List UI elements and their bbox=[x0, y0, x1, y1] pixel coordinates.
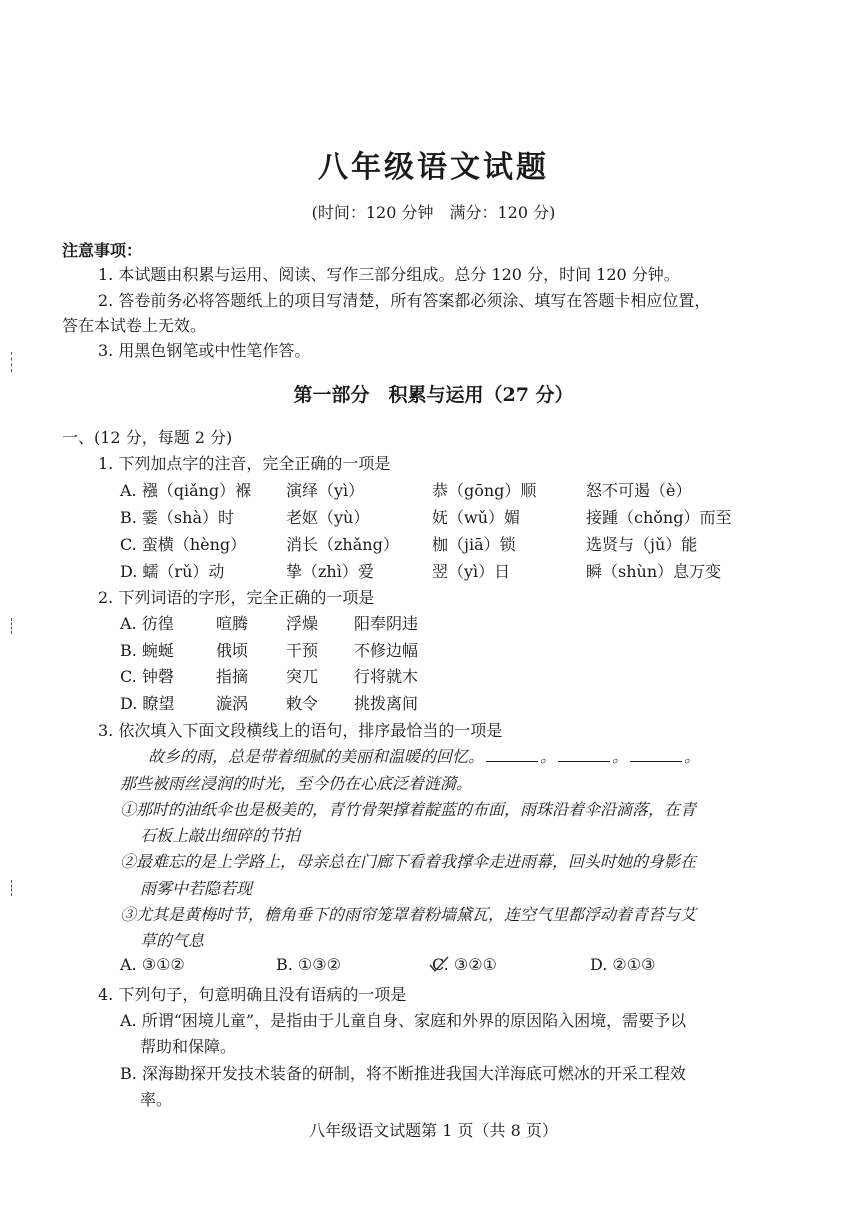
q2-option: 喧腾 bbox=[216, 614, 249, 633]
q3-sentence: 雨雾中若隐若现 bbox=[140, 879, 253, 898]
q1-option: 选贤与（jǔ）能 bbox=[586, 535, 698, 554]
q2-option: 干预 bbox=[286, 641, 319, 660]
q1-option: D. 蠕（rǔ）动 bbox=[120, 562, 225, 581]
q2-option: C. 钟磬 bbox=[120, 667, 174, 686]
q3-sentence: 草的气息 bbox=[140, 931, 205, 950]
binding-margin-mark bbox=[11, 880, 13, 896]
part1-header: 一、(12 分，每题 2 分) bbox=[62, 428, 233, 447]
q2-option: B. 蜿蜒 bbox=[120, 641, 174, 660]
q3-choice: C. ③②① bbox=[432, 955, 497, 974]
q3-sentence: ③尤其是黄梅时节，檐角垂下的雨帘笼罩着粉墙黛瓦，连空气里都浮动着青苔与艾 bbox=[120, 905, 697, 924]
q1-option: 恭（gōng）顺 bbox=[432, 481, 537, 500]
q1-option: B. 霎（shà）时 bbox=[120, 508, 234, 527]
q2-option: A. 彷徨 bbox=[120, 614, 174, 633]
binding-margin-mark bbox=[11, 352, 13, 372]
answer-blank bbox=[486, 761, 538, 762]
q2-option: 阳奉阴违 bbox=[354, 614, 419, 633]
q3-stem: 3. 依次填入下面文段横线上的语句，排序最恰当的一项是 bbox=[98, 721, 503, 740]
q2-option: D. 瞭望 bbox=[120, 694, 175, 713]
q1-option: 老妪（yù） bbox=[286, 508, 370, 527]
q3-choice: B. ①③② bbox=[276, 955, 341, 974]
q3-passage-text: 故乡的雨，总是带着细腻的美丽和温暖的回忆。 bbox=[148, 747, 485, 766]
page-title: 八年级语文试题 bbox=[318, 150, 549, 185]
q2-option: 突兀 bbox=[286, 667, 319, 686]
q2-option: 敕令 bbox=[286, 694, 319, 713]
q4-option: 帮助和保障。 bbox=[140, 1037, 237, 1056]
section-title: 第一部分 积累与运用（27 分） bbox=[293, 384, 574, 406]
q2-stem: 2. 下列词语的字形，完全正确的一项是 bbox=[98, 588, 375, 607]
notice-item: 1. 本试题由积累与运用、阅读、写作三部分组成。总分 120 分，时间 120 分钟。 bbox=[98, 265, 680, 284]
q1-option: 妩（wǔ）媚 bbox=[432, 508, 521, 527]
q2-option: 指摘 bbox=[216, 667, 249, 686]
q4-option: 率。 bbox=[140, 1090, 173, 1109]
q1-option: 消长（zhǎng） bbox=[286, 535, 399, 554]
q2-option: 挑拨离间 bbox=[354, 694, 419, 713]
q1-option: C. 蛮横（hèng） bbox=[120, 535, 247, 554]
answer-blank bbox=[558, 761, 610, 762]
binding-margin-mark bbox=[11, 618, 13, 634]
q4-stem: 4. 下列句子，句意明确且没有语病的一项是 bbox=[98, 985, 407, 1004]
q1-option: 怒不可遏（è） bbox=[586, 481, 692, 500]
exam-time-score: (时间：120 分钟 满分：120 分) bbox=[311, 203, 556, 222]
q3-sentence: ①那时的油纸伞也是极美的，青竹骨架撑着靛蓝的布面，雨珠沿着伞沿滴落，在青 bbox=[120, 800, 697, 819]
q2-option: 浮燥 bbox=[286, 614, 319, 633]
q1-option: 翌（yì）日 bbox=[432, 562, 511, 581]
q2-option: 不修边幅 bbox=[354, 641, 419, 660]
q2-option: 俄顷 bbox=[216, 641, 249, 660]
page-footer: 八年级语文试题第 1 页（共 8 页） bbox=[309, 1121, 558, 1140]
q4-option: A. 所谓“困境儿童”，是指由于儿童自身、家庭和外界的原因陷入困境，需要予以 bbox=[120, 1011, 687, 1030]
q2-option: 行将就木 bbox=[354, 667, 419, 686]
q1-option: 挚（zhì）爱 bbox=[286, 562, 374, 581]
q1-option: 瞬（shùn）息万变 bbox=[586, 562, 722, 581]
notice-heading: 注意事项： bbox=[62, 241, 143, 260]
q3-sentence: 石板上敲出细碎的节拍 bbox=[140, 826, 301, 845]
q1-option: 演绎（yì） bbox=[286, 481, 365, 500]
q2-option: 漩涡 bbox=[216, 694, 249, 713]
q3-passage: 故乡的雨，总是带着细腻的美丽和温暖的回忆。 。 。 。 bbox=[148, 747, 701, 766]
q4-option: B. 深海勘探开发技术装备的研制，将不断推进我国大洋海底可燃冰的开采工程效 bbox=[120, 1064, 686, 1083]
q1-option: A. 襁（qiǎng）褓 bbox=[120, 481, 252, 500]
q3-choice: D. ②①③ bbox=[590, 955, 656, 974]
q3-passage-text: 那些被雨丝浸润的时光，至今仍在心底泛着涟漪。 bbox=[120, 774, 473, 793]
notice-item: 3. 用黑色钢笔或中性笔作答。 bbox=[98, 341, 311, 360]
notice-item: 2. 答卷前务必将答题纸上的项目写清楚，所有答案都必须涂、填写在答题卡相应位置， bbox=[98, 291, 711, 310]
q1-option: 接踵（chǒng）而至 bbox=[586, 508, 732, 527]
q1-stem: 1. 下列加点字的注音，完全正确的一项是 bbox=[98, 454, 391, 473]
q1-option: 枷（jiā）锁 bbox=[432, 535, 516, 554]
q3-sentence: ②最难忘的是上学路上，母亲总在门廊下看着我撑伞走进雨幕，回头时她的身影在 bbox=[120, 852, 697, 871]
notice-item: 答在本试卷上无效。 bbox=[62, 316, 207, 335]
q3-choice: A. ③①② bbox=[120, 955, 185, 974]
answer-blank bbox=[630, 761, 682, 762]
handwritten-check-mark-icon bbox=[428, 955, 450, 973]
